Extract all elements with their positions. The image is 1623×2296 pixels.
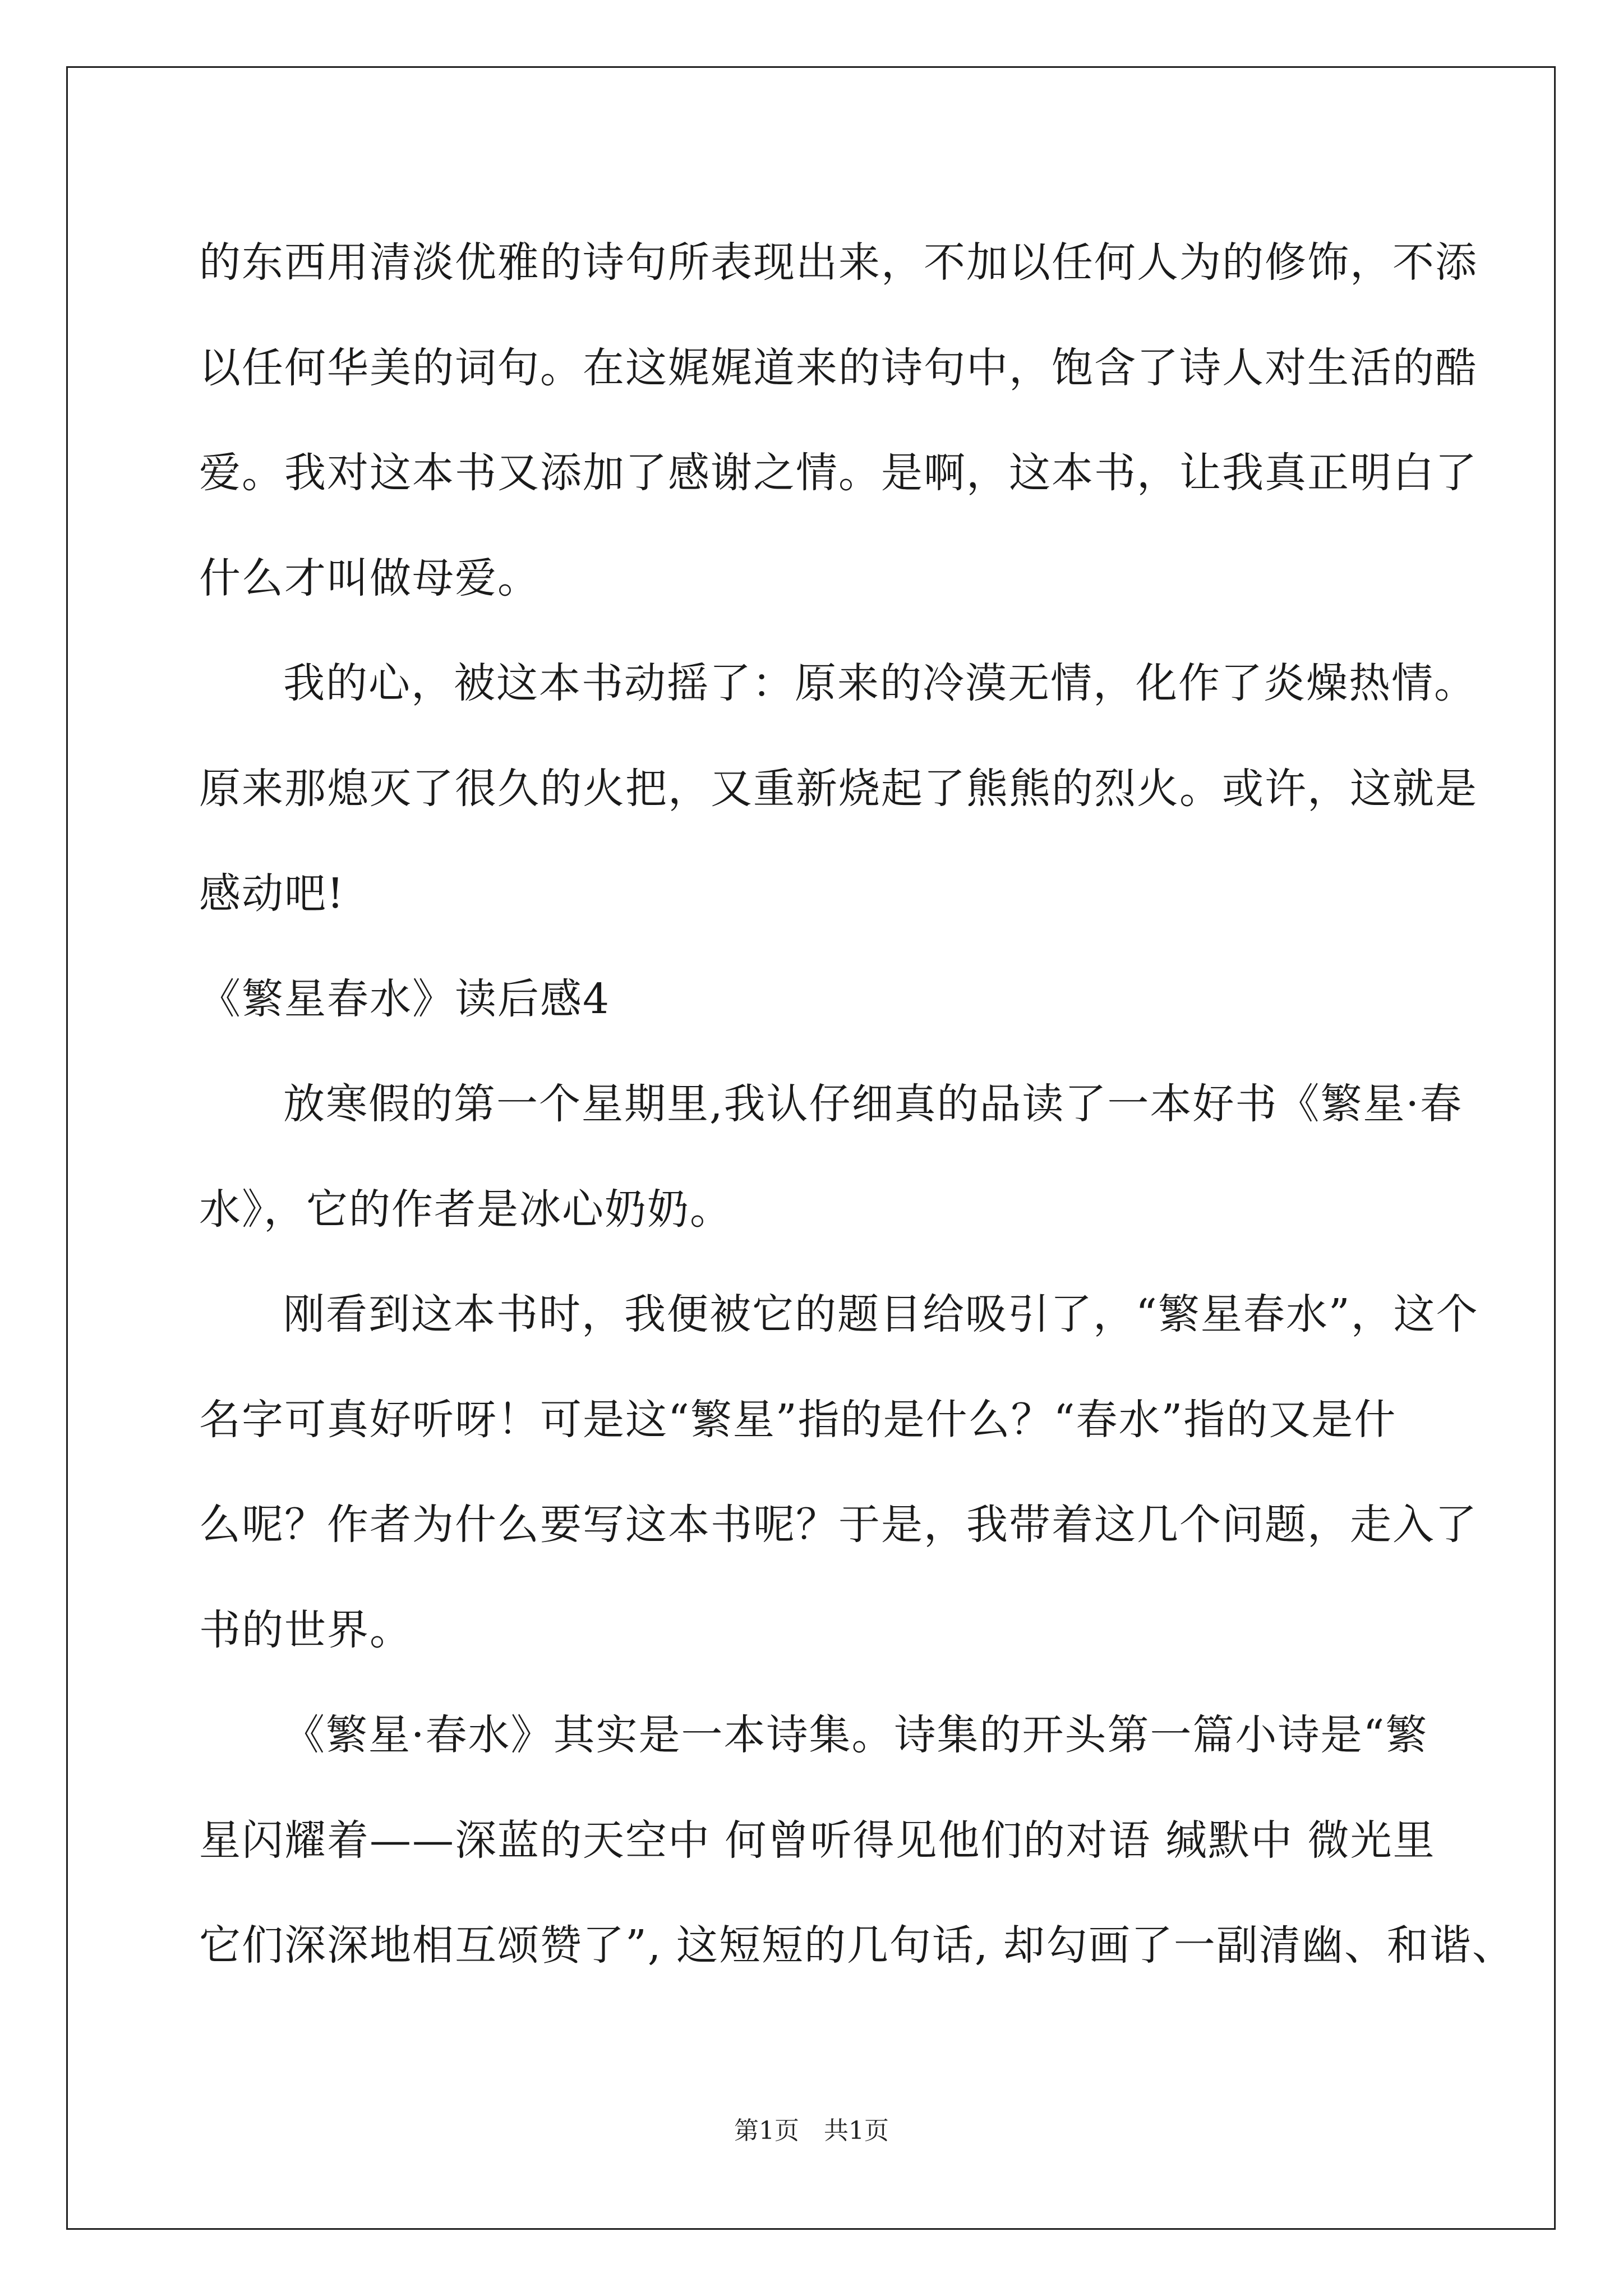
text-line: 书的世界。 [199,1605,412,1654]
text-line: 以任何华美的词句。在这娓娓道来的诗句中，饱含了诗人对生活的酷 [199,343,1478,392]
document-body [199,210,1515,1999]
text-line: 原来那熄灭了很久的火把，又重新烧起了熊熊的烈火。或许，这就是 [199,764,1478,813]
page-total: 共1页 [824,2116,889,2145]
text-line: 么呢？作者为什么要写这本书呢？于是，我带着这几个问题，走入了 [199,1501,1478,1549]
paragraph-start: 《繁星·春水》其实是一本诗集。诗集的开头第一篇小诗是“繁 [283,1711,1428,1759]
text-line: 爱。我对这本书又添加了感谢之情。是啊，这本书，让我真正明白了 [199,449,1478,497]
text-line: 水》，它的作者是冰心奶奶。 [199,1185,732,1234]
text-line: 的东西用清淡优雅的诗句所表现出来，不加以任何人为的修饰，不添 [199,238,1478,287]
text-line: 感动吧! [199,869,345,918]
text-line: 名字可真好听呀！可是这“繁星”指的是什么？“春水”指的又是什 [199,1395,1397,1444]
text-line: 星闪耀着——深蓝的天空中 何曾听得见他们的对语 缄默中 微光里 [199,1816,1436,1865]
text-line: 它们深深地相互颂赞了”, 这短短的几句话, 却勾画了一副清幽、和谐、 [199,1921,1515,1970]
paragraph-start: 刚看到这本书时，我便被它的题目给吸引了，“繁星春水”，这个 [283,1290,1479,1338]
paragraph-start: 放寒假的第一个星期里,我认仔细真的品读了一本好书《繁星·春 [283,1080,1463,1128]
paragraph-start: 我的心，被这本书动摇了：原来的冷漠无情，化作了炎燥热情。 [283,659,1477,707]
page-footer [0,2110,1623,2146]
page-number: 第1页 [734,2116,799,2145]
section-title: 《繁星春水》读后感4 [199,974,611,1023]
text-line: 什么才叫做母爱。 [199,554,540,602]
